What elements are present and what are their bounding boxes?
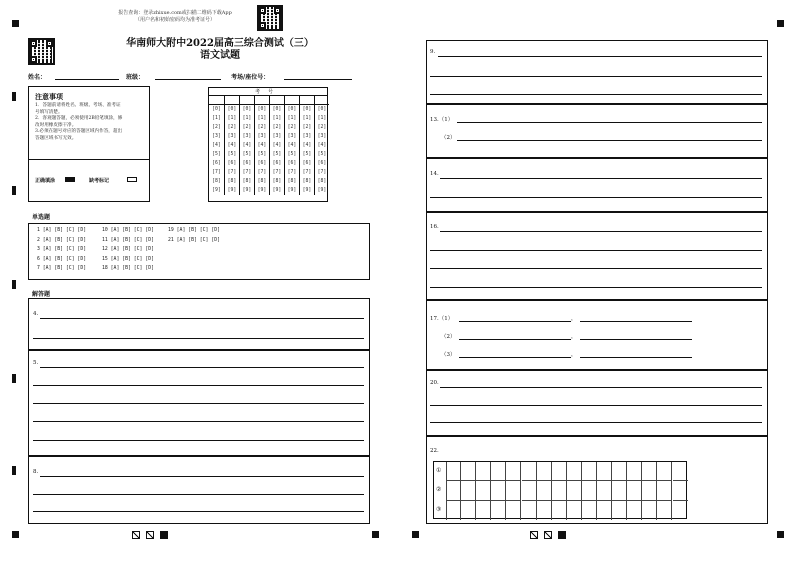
timing-mark-bottom-right — [777, 531, 784, 538]
exam-id-digit-bubble[interactable]: [0] — [287, 107, 297, 112]
answer-line[interactable] — [33, 494, 364, 495]
q14-label: 14. — [430, 171, 439, 177]
exam-id-digit-bubble[interactable]: [4] — [257, 143, 267, 148]
q22-grid-cell[interactable] — [491, 462, 506, 481]
notice-line: 3.必须在题号对应的答题区域内作答，超出 — [35, 129, 123, 135]
exam-id-digit-bubble[interactable]: [5] — [227, 152, 237, 157]
q22-grid-cell[interactable] — [657, 481, 672, 500]
q22-grid-cell[interactable] — [552, 481, 567, 500]
choice-question-row[interactable]: 15 [A] [B] [C] [D] — [102, 256, 154, 262]
exam-id-digit-bubble[interactable]: [6] — [227, 161, 237, 166]
exam-id-digit-bubble[interactable]: [7] — [317, 170, 327, 175]
q22-label: 22. — [430, 448, 439, 454]
q22-grid-cell[interactable] — [552, 501, 567, 520]
exam-id-digit-bubble[interactable]: [0] — [227, 107, 237, 112]
q17-number: 17. — [430, 316, 439, 322]
choice-question-row[interactable]: 19 [A] [B] [C] [D] — [168, 228, 220, 233]
q22-row-number: ① — [436, 467, 442, 474]
timing-mark-bottom-mid-left — [372, 531, 379, 538]
name-label: 姓名： — [28, 74, 47, 81]
q22-grid-cell[interactable] — [522, 501, 537, 520]
notice-line: 号填写清楚。 — [35, 109, 63, 115]
exam-id-column[interactable] — [314, 96, 329, 195]
exam-qr-code-icon — [28, 38, 55, 65]
q22-grid-cell[interactable] — [567, 462, 582, 481]
exam-id-digit-bubble[interactable]: [2] — [317, 125, 327, 130]
q22-grid-cell[interactable] — [642, 501, 657, 520]
q17-part1-label: （1） — [438, 316, 454, 322]
choice-question-row[interactable]: 10 [A] [B] [C] [D] — [102, 228, 154, 233]
answer-line[interactable] — [40, 367, 364, 368]
room-seat-field[interactable] — [284, 72, 352, 80]
exam-id-digit-bubble[interactable]: [9] — [317, 188, 327, 193]
footer-hatched-square — [146, 531, 154, 539]
app-qr-code-icon — [257, 5, 283, 31]
notice-line: 答题区域书写无效。 — [35, 135, 77, 141]
exam-title-line2: 语文试题 — [200, 50, 240, 61]
q13-part1-label: （1） — [438, 117, 454, 123]
timing-mark-left-2 — [12, 186, 16, 195]
choice-question-row[interactable]: 2 [A] [B] [C] [D] — [37, 237, 87, 243]
exam-id-digit-bubble[interactable]: [6] — [242, 161, 252, 166]
q13-part2-label: （2） — [441, 135, 456, 141]
exam-id-digit-bubble[interactable]: [8] — [272, 179, 282, 184]
q8-box — [28, 456, 370, 524]
exam-id-digit-bubble[interactable]: [6] — [272, 161, 282, 166]
answer-line[interactable] — [440, 387, 762, 388]
q4-box — [28, 298, 370, 350]
q5-box — [28, 350, 370, 456]
exam-id-digit-bubble[interactable]: [5] — [257, 152, 267, 157]
exam-id-digit-bubble[interactable]: [5] — [317, 152, 327, 157]
q22-grid-cell[interactable] — [506, 501, 521, 520]
exam-id-write-box[interactable] — [315, 96, 329, 105]
footer-hatched-square — [544, 531, 552, 539]
exam-id-column[interactable] — [254, 96, 269, 195]
q22-grid-cell[interactable] — [491, 501, 506, 520]
exam-id-digit-bubble[interactable]: [9] — [257, 188, 267, 193]
exam-id-digit-bubble[interactable]: [8] — [242, 179, 252, 184]
answer-line[interactable] — [430, 197, 762, 198]
exam-id-digit-bubble[interactable]: [5] — [242, 152, 252, 157]
choice-question-row[interactable]: 11 [A] [B] [C] [D] — [102, 237, 154, 243]
exam-id-digit-bubble[interactable]: [3] — [212, 134, 221, 139]
q22-grid-cell[interactable] — [506, 481, 521, 500]
exam-id-digit-bubble[interactable]: [0] — [257, 107, 267, 112]
exam-id-digit-bubble[interactable]: [9] — [227, 188, 237, 193]
timing-mark-left-4 — [12, 374, 16, 383]
exam-id-digit-bubble[interactable]: [3] — [227, 134, 237, 139]
q22-grid-cell[interactable] — [673, 481, 688, 500]
answer-line[interactable] — [580, 357, 692, 358]
exam-id-digit-bubble[interactable]: [5] — [212, 152, 221, 157]
q5-label: 5. — [33, 360, 39, 366]
q22-grid-cell[interactable] — [537, 462, 552, 481]
q17-separator: ， — [571, 334, 577, 340]
exam-id-digit-bubble[interactable]: [1] — [287, 116, 297, 121]
q13-label — [430, 115, 453, 123]
q22-grid-cell[interactable] — [537, 481, 552, 500]
q22-grid-cell[interactable] — [642, 462, 657, 481]
exam-id-digit-bubble[interactable]: [2] — [287, 125, 297, 130]
answer-line[interactable] — [430, 287, 762, 288]
q22-grid-cell[interactable] — [627, 462, 642, 481]
exam-id-digit-bubble[interactable]: [8] — [227, 179, 237, 184]
exam-id-digit-bubble[interactable]: [4] — [242, 143, 252, 148]
q22-grid-cell[interactable] — [491, 481, 506, 500]
exam-id-digit-bubble[interactable]: [3] — [272, 134, 282, 139]
exam-id-column[interactable] — [299, 96, 314, 195]
q22-grid-cell[interactable] — [612, 481, 627, 500]
exam-id-write-box[interactable] — [209, 96, 224, 105]
exam-id-digit-bubble[interactable]: [7] — [272, 170, 282, 175]
q13-box — [426, 104, 768, 158]
exam-id-digit-bubble[interactable]: [4] — [287, 143, 297, 148]
exam-id-digit-bubble[interactable]: [1] — [272, 116, 282, 121]
answer-line[interactable] — [580, 339, 692, 340]
exam-id-column[interactable] — [224, 96, 239, 195]
exam-id-column[interactable] — [239, 96, 254, 195]
exam-id-write-box[interactable] — [225, 96, 239, 105]
answer-line[interactable] — [33, 338, 364, 339]
exam-id-write-box[interactable] — [300, 96, 314, 105]
q22-grid-cell[interactable] — [567, 481, 582, 500]
exam-id-digit-bubble[interactable]: [3] — [317, 134, 327, 139]
answer-section-label: 解答题 — [32, 291, 51, 298]
exam-id-digit-bubble[interactable]: [0] — [302, 107, 312, 112]
exam-id-digit-bubble[interactable]: [4] — [212, 143, 221, 148]
answer-line[interactable] — [430, 405, 762, 406]
answer-line[interactable] — [580, 321, 692, 322]
exam-id-digit-bubble[interactable]: [9] — [272, 188, 282, 193]
q17-separator: ， — [571, 316, 577, 322]
notice-title: 注意事项 — [35, 92, 63, 101]
exam-id-digit-bubble[interactable]: [6] — [302, 161, 312, 166]
q8-label: 8. — [33, 469, 39, 475]
name-field[interactable] — [55, 72, 119, 80]
q22-grid-cell[interactable] — [461, 462, 476, 481]
exam-id-digit-bubble[interactable]: [6] — [257, 161, 267, 166]
q22-grid-cell[interactable] — [657, 501, 672, 520]
exam-id-digit-bubble[interactable]: [2] — [212, 125, 221, 130]
class-field[interactable] — [155, 72, 221, 80]
q22-grid-cell[interactable] — [657, 462, 672, 481]
q16-box — [426, 212, 768, 300]
answer-line[interactable] — [33, 421, 364, 422]
exam-id-digit-bubble[interactable]: [5] — [287, 152, 297, 157]
q22-grid-cell[interactable] — [476, 462, 491, 481]
timing-mark-bottom-left — [12, 531, 19, 538]
notice-box — [28, 86, 150, 202]
choice-question-row[interactable]: 21 [A] [B] [C] [D] — [168, 237, 220, 243]
q22-grid-cell[interactable] — [506, 462, 521, 481]
answer-line[interactable] — [459, 339, 571, 340]
q22-grid-cell[interactable] — [582, 481, 597, 500]
exam-id-digit-bubble[interactable]: [1] — [242, 116, 252, 121]
notice-line: 1．答题前请将姓名、班级、考场、准考证 — [35, 103, 121, 108]
exam-id-digit-bubble[interactable]: [2] — [272, 125, 282, 130]
choice-question-row[interactable]: 3 [A] [B] [C] [D] — [37, 247, 87, 252]
answer-line[interactable] — [430, 422, 762, 423]
answer-line[interactable] — [459, 357, 571, 358]
timing-mark-left-1 — [12, 92, 16, 101]
q22-grid-cell[interactable] — [597, 462, 612, 481]
exam-id-digit-bubble[interactable]: [2] — [242, 125, 252, 130]
choice-section-label: 单选题 — [32, 214, 51, 221]
q22-grid-cell[interactable] — [476, 501, 491, 520]
answer-line[interactable] — [457, 140, 762, 141]
notice-text — [35, 103, 147, 143]
exam-id-digit-bubble[interactable]: [4] — [272, 143, 282, 148]
absent-mark-checkbox[interactable] — [127, 177, 137, 182]
notice-line: 改时用橡皮擦干净。 — [35, 122, 77, 128]
timing-mark-left-5 — [12, 466, 16, 475]
exam-id-digit-bubble[interactable]: [1] — [302, 116, 312, 121]
q17-part2-label: （2） — [441, 334, 456, 340]
footer-hatched-square — [530, 531, 538, 539]
q22-grid-cell[interactable] — [673, 501, 688, 520]
q22-grid-cell[interactable] — [446, 501, 461, 520]
exam-id-digit-bubble[interactable]: [6] — [212, 161, 221, 166]
exam-id-digit-bubble[interactable]: [2] — [257, 125, 267, 130]
q4-label: 4. — [33, 311, 39, 317]
exam-id-digit-bubble[interactable]: [7] — [287, 170, 297, 175]
q22-row-number: ③ — [436, 505, 442, 513]
exam-id-digit-bubble[interactable]: [8] — [212, 179, 221, 184]
answer-line[interactable] — [430, 268, 762, 269]
exam-id-digit-bubble[interactable]: [7] — [227, 170, 237, 175]
exam-id-write-box[interactable] — [270, 96, 284, 105]
answer-line[interactable] — [430, 94, 762, 95]
answer-line[interactable] — [40, 476, 364, 477]
q9-label: 9. — [430, 49, 436, 55]
q17-separator: ， — [571, 352, 577, 358]
exam-id-digit-bubble[interactable]: [7] — [302, 170, 312, 175]
q22-grid-cell[interactable] — [673, 462, 688, 481]
q13-number: 13. — [430, 117, 439, 123]
timing-mark-top-right — [777, 20, 784, 27]
choice-question-row[interactable]: 12 [A] [B] [C] [D] — [102, 247, 154, 252]
q22-grid-cell[interactable] — [446, 481, 461, 500]
q22-grid-cell[interactable] — [567, 501, 582, 520]
q22-grid-cell[interactable] — [642, 481, 657, 500]
exam-id-grid — [208, 87, 328, 202]
answer-line[interactable] — [40, 318, 364, 319]
q17-part3-label: （3） — [441, 352, 456, 358]
q22-grid-cell[interactable] — [582, 501, 597, 520]
answer-line[interactable] — [33, 403, 364, 404]
timing-mark-bottom-mid-right — [412, 531, 419, 538]
exam-id-digit-bubble[interactable]: [7] — [212, 170, 221, 175]
exam-id-digit-bubble[interactable]: [0] — [242, 107, 252, 112]
exam-id-digit-bubble[interactable]: [5] — [302, 152, 312, 157]
exam-id-digit-bubble[interactable]: [2] — [302, 125, 312, 130]
q16-label: 16. — [430, 224, 439, 230]
absent-mark-label: 缺考标记 — [89, 178, 110, 184]
q22-grid-cell[interactable] — [461, 481, 476, 500]
notice-line: 2．客观题答题，必须使用2B铅笔填涂，修 — [35, 116, 123, 122]
report-note — [100, 10, 250, 24]
footer-solid-square — [558, 531, 566, 539]
exam-id-digit-bubble[interactable]: [6] — [287, 161, 297, 166]
exam-id-digit-bubble[interactable]: [8] — [257, 179, 267, 184]
report-note-line1: 报告查询：登录zhixue.com或扫描二维码下载App — [118, 10, 232, 16]
choice-question-row[interactable]: 6 [A] [B] [C] [D] — [37, 256, 87, 262]
exam-id-digit-bubble[interactable]: [3] — [287, 134, 297, 139]
q22-grid-cell[interactable] — [597, 481, 612, 500]
exam-id-digit-bubble[interactable]: [3] — [257, 134, 267, 139]
timing-mark-top-left — [12, 20, 19, 27]
exam-id-digit-bubble[interactable]: [1] — [212, 116, 221, 121]
q20-label: 20. — [430, 380, 439, 386]
exam-id-digit-bubble[interactable]: [5] — [272, 152, 282, 157]
exam-id-column[interactable] — [209, 96, 224, 195]
exam-id-digit-bubble[interactable]: [1] — [317, 116, 327, 121]
exam-id-digit-bubble[interactable]: [9] — [302, 188, 312, 193]
q22-grid-cell[interactable] — [552, 462, 567, 481]
exam-id-digit-bubble[interactable]: [1] — [227, 116, 237, 121]
correct-fill-sample — [65, 177, 75, 182]
notice-divider — [29, 159, 149, 160]
exam-id-digit-bubble[interactable]: [2] — [227, 125, 237, 130]
q22-writing-grid[interactable] — [433, 461, 687, 519]
answer-line[interactable] — [457, 122, 762, 123]
q9-box — [426, 40, 768, 104]
exam-id-digit-bubble[interactable]: [4] — [302, 143, 312, 148]
q22-grid-cell[interactable] — [522, 462, 537, 481]
exam-id-digit-bubble[interactable]: [9] — [212, 188, 221, 193]
exam-title-line1: 华南师大附中2022届高三综合测试（三） — [126, 38, 314, 49]
q22-grid-cell[interactable] — [582, 462, 597, 481]
exam-id-write-box[interactable] — [255, 96, 269, 105]
q22-grid-cell[interactable] — [537, 501, 552, 520]
answer-line[interactable] — [33, 440, 364, 441]
q14-box — [426, 158, 768, 212]
q22-box — [426, 436, 768, 524]
footer-hatched-square — [132, 531, 140, 539]
q22-row-number: ② — [436, 486, 442, 494]
exam-title — [80, 38, 360, 62]
answer-line[interactable] — [33, 385, 364, 386]
q22-grid-cell[interactable] — [627, 481, 642, 500]
q22-grid-cell[interactable] — [597, 501, 612, 520]
exam-id-digit-bubble[interactable]: [4] — [227, 143, 237, 148]
exam-id-digit-bubble[interactable]: [8] — [317, 179, 327, 184]
choice-question-row[interactable]: 1 [A] [B] [C] [D] — [37, 228, 87, 233]
answer-line[interactable] — [459, 321, 571, 322]
choice-question-row[interactable]: 7 [A] [B] [C] [D] — [37, 266, 87, 271]
exam-id-digit-bubble[interactable]: [1] — [257, 116, 267, 121]
answer-line[interactable] — [430, 76, 762, 77]
exam-id-digit-bubble[interactable]: [7] — [257, 170, 267, 175]
exam-id-column[interactable] — [284, 96, 299, 195]
exam-id-digit-bubble[interactable]: [6] — [317, 161, 327, 166]
q22-grid-cell[interactable] — [522, 481, 537, 500]
q17-box — [426, 300, 768, 370]
class-label: 班级： — [126, 74, 145, 81]
answer-line[interactable] — [440, 231, 762, 232]
footer-solid-square — [160, 531, 168, 539]
answer-line[interactable] — [430, 250, 762, 251]
exam-id-digit-bubble[interactable]: [9] — [287, 188, 297, 193]
exam-id-digit-bubble[interactable]: [8] — [287, 179, 297, 184]
choice-question-row[interactable]: 18 [A] [B] [C] [D] — [102, 266, 154, 271]
answer-line[interactable] — [438, 56, 762, 57]
q22-grid-cell[interactable] — [446, 462, 461, 481]
exam-id-column[interactable] — [269, 96, 284, 195]
room-seat-label: 考场/座位号： — [231, 74, 270, 81]
q20-box — [426, 370, 768, 436]
q22-grid-cell[interactable] — [461, 501, 476, 520]
report-note-line2: （用户名和初始密码均为准考证号） — [134, 17, 215, 23]
exam-id-digit-bubble[interactable]: [0] — [317, 107, 327, 112]
exam-id-digit-bubble[interactable]: [0] — [212, 107, 221, 112]
exam-id-digit-bubble[interactable]: [4] — [317, 143, 327, 148]
exam-id-digit-bubble[interactable]: [7] — [242, 170, 252, 175]
exam-id-digit-bubble[interactable]: [3] — [242, 134, 252, 139]
exam-id-write-box[interactable] — [240, 96, 254, 105]
q17-label — [430, 314, 453, 322]
exam-id-write-box[interactable] — [285, 96, 299, 105]
exam-id-digit-bubble[interactable]: [0] — [272, 107, 282, 112]
exam-id-digit-bubble[interactable]: [8] — [302, 179, 312, 184]
q22-grid-cell[interactable] — [612, 462, 627, 481]
correct-fill-label: 正确填涂 — [35, 178, 56, 184]
timing-mark-left-3 — [12, 280, 16, 289]
exam-id-digit-bubble[interactable]: [3] — [302, 134, 312, 139]
answer-line[interactable] — [440, 178, 762, 179]
q22-grid-cell[interactable] — [612, 501, 627, 520]
answer-line[interactable] — [33, 511, 364, 512]
exam-id-header: 考号 — [209, 88, 327, 96]
q22-grid-cell[interactable] — [627, 501, 642, 520]
q22-grid-cell[interactable] — [476, 481, 491, 500]
exam-id-digit-bubble[interactable]: [9] — [242, 188, 252, 193]
choice-box — [28, 223, 370, 280]
